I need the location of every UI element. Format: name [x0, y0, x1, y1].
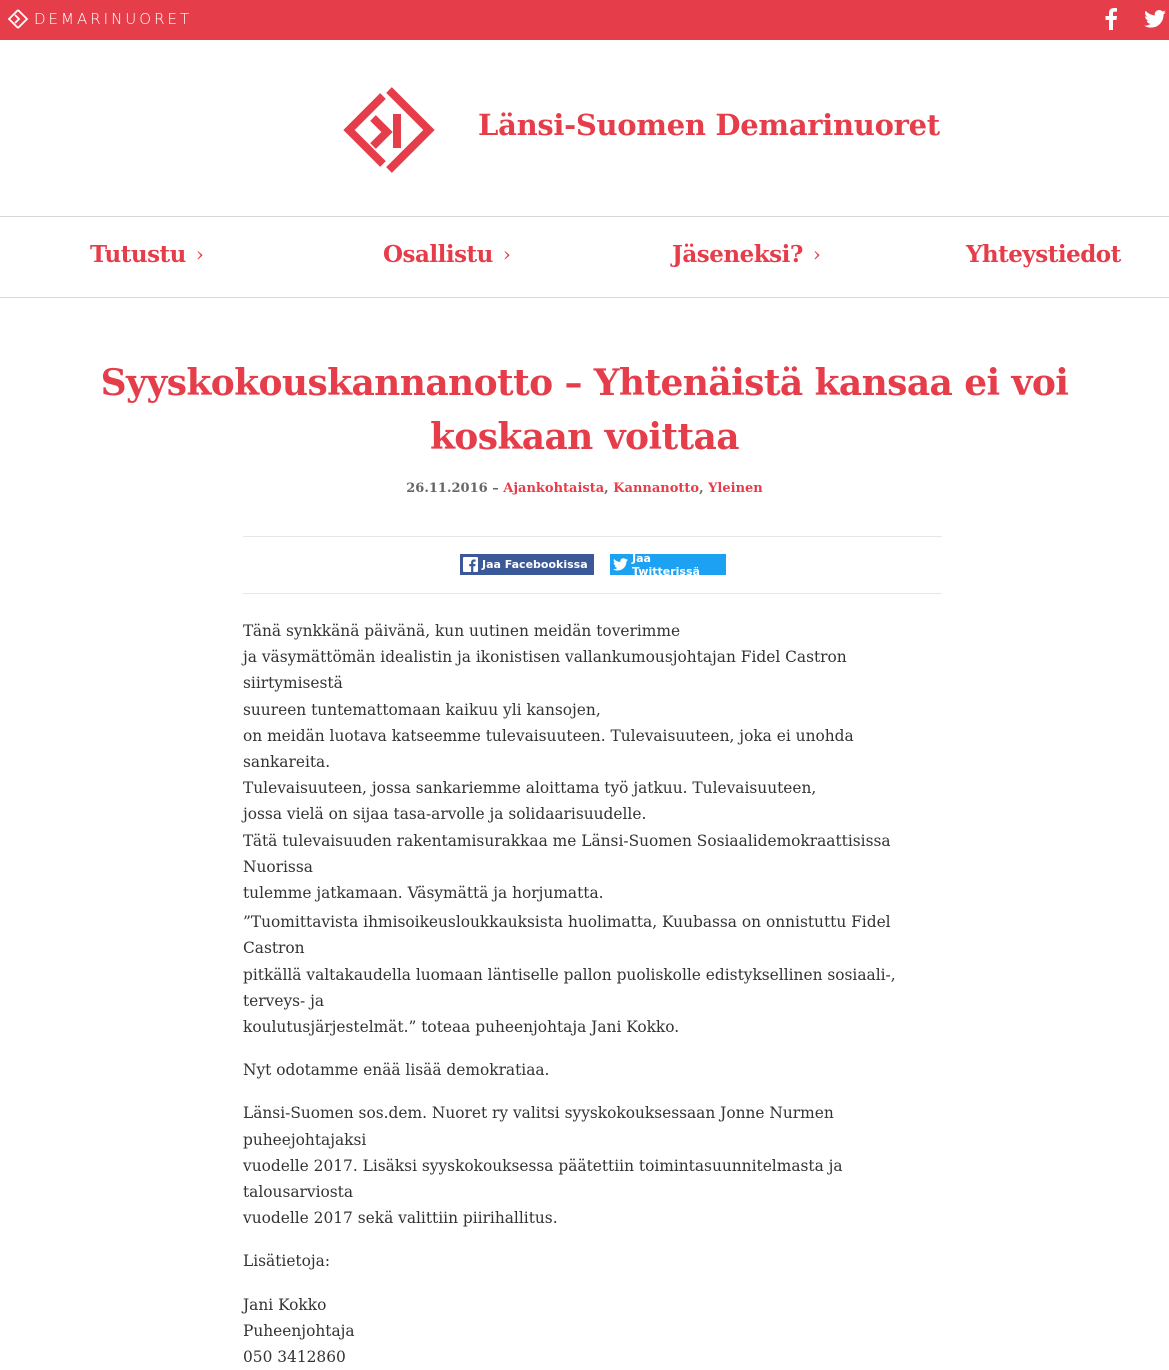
- site-title[interactable]: Länsi-Suomen Demarinuoret: [478, 108, 940, 142]
- share-twitter-label: Jaa Twitterissä: [632, 551, 700, 578]
- brand-label: DEMARINUORET: [34, 10, 193, 28]
- nav-item-yhteystiedot[interactable]: [966, 241, 1121, 268]
- chevron-right-icon: ›: [502, 242, 511, 266]
- share-twitter-button[interactable]: [610, 551, 726, 578]
- text-line: ja väsymättömän idealistin ja ikonistisen vallankumousjohtajan Fidel Castron siirtymisestä: [243, 648, 847, 693]
- intro-paragraph: [243, 618, 943, 906]
- text-line: Tänä synkkänä päivänä, kun uutinen meidän toverimme: [243, 622, 681, 640]
- more-info-label: Lisätietoja:: [243, 1252, 331, 1271]
- contact-name: Jani Kokko: [243, 1295, 327, 1314]
- top-bar: [0, 0, 1169, 40]
- text-line: Tätä tulevaisuuden rakentamisurakkaa me Länsi-Suomen Sosiaalidemokraattisissa Nuorissa: [243, 831, 891, 876]
- meeting-paragraph: [243, 1100, 943, 1231]
- text-line: Tulevaisuuteen, jossa sankariemme aloittama työ jatkuu. Tulevaisuuteen,: [243, 779, 817, 798]
- text-line: koulutusjärjestelmät.” toteaa puheenjohtaja Jani Kokko.: [243, 1018, 680, 1037]
- text-line: vuodelle 2017. Lisäksi syyskokouksessa päätettiin toimintasuunnitelmasta ja talousarviosta: [243, 1156, 843, 1202]
- contact-role: Puheenjohtaja: [243, 1321, 355, 1340]
- democracy-paragraph: Nyt odotamme enää lisää demokratiaa.: [243, 1061, 550, 1080]
- text-line: jossa vielä on sijaa tasa-arvolle ja solidaarisuudelle.: [243, 805, 647, 824]
- text-line: Länsi-Suomen sos.dem. Nuoret ry valitsi syyskokouksessaan Jonne Nurmen puheejohtajaksi: [243, 1104, 834, 1149]
- category-link[interactable]: Yleinen: [708, 481, 763, 496]
- post-content: [243, 618, 943, 1370]
- chevron-right-icon: ›: [812, 242, 821, 266]
- main-navigation: [0, 216, 1169, 298]
- divider: [243, 536, 942, 537]
- nav-item-tutustu[interactable]: [90, 241, 203, 268]
- contact-block: [243, 1292, 943, 1370]
- site-logo-icon[interactable]: [343, 84, 439, 180]
- divider: [243, 593, 942, 594]
- share-facebook-label: Jaa Facebookissa: [482, 558, 588, 571]
- text-line: ”Tuomittavista ihmisoikeusloukkauksista huolimatta, Kuubassa on onnistuttu Fidel Castron: [243, 913, 891, 958]
- share-facebook-button[interactable]: [460, 554, 594, 575]
- text-line: on meidän luotava katseemme tulevaisuuteen. Tulevaisuuteen, joka ei unohda sankareita.: [243, 726, 854, 772]
- nav-item-osallistu[interactable]: [383, 241, 510, 268]
- facebook-icon: [1104, 8, 1118, 30]
- demarinuoret-brand-link[interactable]: [8, 8, 192, 30]
- chevron-right-icon: ›: [195, 242, 204, 266]
- twitter-icon: [1144, 10, 1166, 28]
- nav-item-label: Tutustu: [90, 241, 186, 268]
- text-line: vuodelle 2017 sekä valittiin piirihallitus.: [243, 1209, 558, 1228]
- nav-item-label: Yhteystiedot: [966, 241, 1121, 268]
- text-line: tulemme jatkamaan. Väsymättä ja horjumatta.: [243, 884, 604, 903]
- post-title: Syyskokouskannanotto – Yhtenäistä kansaa ei voi koskaan voittaa: [100, 362, 1069, 458]
- contact-phone: 050 3412860: [243, 1348, 346, 1367]
- post-meta: 26.11.2016 – Ajankohtaista, Kannanotto, Yleinen: [406, 481, 763, 496]
- nav-item-jaseneksi[interactable]: [672, 241, 820, 268]
- facebook-link[interactable]: [1098, 6, 1124, 32]
- demarinuoret-logo-icon: [8, 9, 28, 29]
- category-link[interactable]: Kannanotto: [613, 481, 700, 496]
- text-line: pitkällä valtakaudella luomaan läntiselle pallon puoliskolle edistyksellinen sosiaali-, terveys- ja: [243, 965, 896, 1010]
- post-date: 26.11.2016 –: [406, 481, 499, 496]
- quote-paragraph: [243, 909, 943, 1040]
- site-header: [0, 40, 1169, 216]
- category-link[interactable]: Ajankohtaista: [503, 481, 605, 496]
- twitter-icon: [613, 557, 628, 572]
- text-line: suureen tuntemattomaan kaikuu yli kansojen,: [243, 700, 601, 719]
- nav-item-label: Osallistu: [383, 241, 493, 268]
- facebook-icon: [463, 557, 478, 572]
- twitter-link[interactable]: [1142, 6, 1168, 32]
- nav-item-label: Jäseneksi?: [672, 241, 803, 268]
